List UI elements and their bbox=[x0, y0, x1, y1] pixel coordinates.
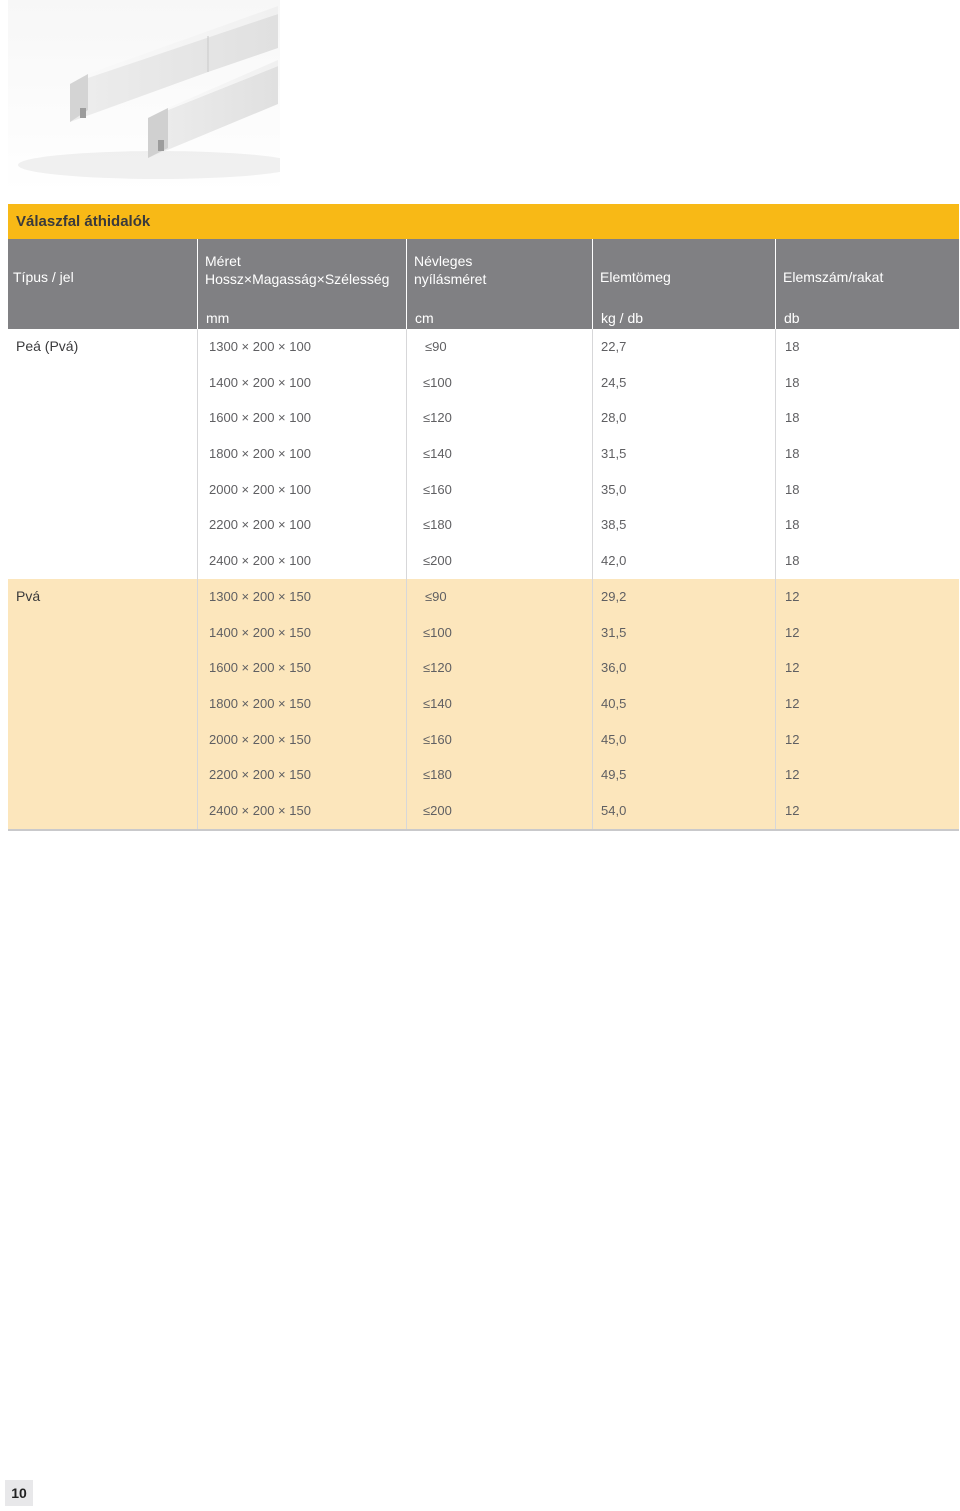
table-row bbox=[8, 757, 959, 793]
cell-size: 2000 × 200 × 150 bbox=[197, 722, 406, 758]
cell-opening: ≤140 bbox=[406, 436, 592, 472]
cell-count: 18 bbox=[775, 365, 959, 401]
cell-weight: 29,2 bbox=[592, 579, 775, 615]
cell-count: 12 bbox=[775, 757, 959, 793]
cell-count: 12 bbox=[775, 650, 959, 686]
header-opening-unit: cm bbox=[415, 310, 434, 326]
lintel-product-image bbox=[8, 0, 280, 194]
cell-weight: 36,0 bbox=[592, 650, 775, 686]
cell-count: 18 bbox=[775, 543, 959, 579]
cell-count: 12 bbox=[775, 615, 959, 651]
table-row bbox=[8, 579, 959, 615]
table-row bbox=[8, 615, 959, 651]
cell-type bbox=[8, 757, 197, 793]
cell-size: 1600 × 200 × 100 bbox=[197, 400, 406, 436]
cell-weight: 40,5 bbox=[592, 686, 775, 722]
cell-opening: ≤120 bbox=[406, 650, 592, 686]
table-row bbox=[8, 472, 959, 508]
cell-count: 12 bbox=[775, 579, 959, 615]
cell-size: 2200 × 200 × 150 bbox=[197, 757, 406, 793]
cell-opening: ≤100 bbox=[406, 615, 592, 651]
cell-weight: 28,0 bbox=[592, 400, 775, 436]
header-size bbox=[197, 239, 406, 329]
cell-type bbox=[8, 615, 197, 651]
header-size-label: Méret Hossz×Magasság×Szélesség bbox=[205, 253, 390, 287]
table-row bbox=[8, 686, 959, 722]
cell-weight: 35,0 bbox=[592, 472, 775, 508]
cell-weight: 22,7 bbox=[592, 329, 775, 365]
header-count-unit: db bbox=[784, 310, 800, 326]
table-row bbox=[8, 365, 959, 401]
cell-size: 1300 × 200 × 100 bbox=[197, 329, 406, 365]
cell-opening: ≤180 bbox=[406, 507, 592, 543]
table-row bbox=[8, 543, 959, 579]
cell-weight: 31,5 bbox=[592, 436, 775, 472]
header-opening-label: Névleges nyílásméret bbox=[414, 253, 487, 287]
cell-type: Peá (Pvá) bbox=[16, 338, 79, 354]
cell-size: 2400 × 200 × 150 bbox=[197, 793, 406, 829]
table-row bbox=[8, 722, 959, 758]
table-row bbox=[8, 793, 959, 831]
table-header bbox=[8, 239, 959, 329]
cell-weight: 24,5 bbox=[592, 365, 775, 401]
cell-size: 2000 × 200 × 100 bbox=[197, 472, 406, 508]
table-row bbox=[8, 436, 959, 472]
cell-count: 12 bbox=[775, 793, 959, 829]
cell-type: Pvá bbox=[16, 587, 41, 604]
cell-type bbox=[8, 507, 197, 543]
cell-opening: ≤180 bbox=[406, 757, 592, 793]
cell-type bbox=[8, 793, 197, 829]
table-row bbox=[8, 400, 959, 436]
cell-size: 1300 × 200 × 150 bbox=[197, 579, 406, 615]
cell-type bbox=[8, 686, 197, 722]
header-weight bbox=[592, 239, 775, 329]
cell-weight: 45,0 bbox=[592, 722, 775, 758]
header-size-unit: mm bbox=[206, 310, 230, 326]
cell-opening: ≤100 bbox=[406, 365, 592, 401]
cell-type bbox=[8, 365, 197, 401]
cell-type bbox=[8, 472, 197, 508]
cell-size: 1400 × 200 × 150 bbox=[197, 615, 406, 651]
cell-size: 2400 × 200 × 100 bbox=[197, 543, 406, 579]
cell-weight: 38,5 bbox=[592, 507, 775, 543]
cell-weight: 31,5 bbox=[592, 615, 775, 651]
cell-opening: ≤160 bbox=[406, 722, 592, 758]
cell-size: 1800 × 200 × 100 bbox=[197, 436, 406, 472]
cell-count: 18 bbox=[775, 507, 959, 543]
cell-size: 1400 × 200 × 100 bbox=[197, 365, 406, 401]
header-count-label: Elemszám/rakat bbox=[783, 269, 884, 285]
header-weight-unit: kg / db bbox=[601, 310, 644, 326]
cell-count: 12 bbox=[775, 686, 959, 722]
cell-type bbox=[8, 400, 197, 436]
cell-opening: ≤120 bbox=[406, 400, 592, 436]
table-row bbox=[8, 329, 959, 365]
cell-type bbox=[8, 650, 197, 686]
cell-opening: ≤160 bbox=[406, 472, 592, 508]
cell-size: 2200 × 200 × 100 bbox=[197, 507, 406, 543]
header-weight-label: Elemtömeg bbox=[600, 269, 671, 285]
page-number: 10 bbox=[5, 1480, 33, 1506]
lintel-table bbox=[8, 204, 959, 831]
cell-opening: ≤200 bbox=[406, 793, 592, 829]
cell-type bbox=[8, 722, 197, 758]
cell-size: 1600 × 200 × 150 bbox=[197, 650, 406, 686]
header-count bbox=[775, 239, 959, 329]
cell-count: 12 bbox=[775, 722, 959, 758]
cell-opening: ≤140 bbox=[406, 686, 592, 722]
header-type bbox=[8, 239, 197, 329]
cell-size: 1800 × 200 × 150 bbox=[197, 686, 406, 722]
cell-weight: 49,5 bbox=[592, 757, 775, 793]
cell-count: 18 bbox=[775, 400, 959, 436]
cell-type bbox=[8, 436, 197, 472]
cell-type bbox=[8, 543, 197, 579]
header-opening bbox=[406, 239, 592, 329]
cell-count: 18 bbox=[775, 472, 959, 508]
table-title: Válaszfal áthidalók bbox=[8, 204, 959, 239]
cell-opening: ≤90 bbox=[406, 579, 592, 615]
table-row bbox=[8, 507, 959, 543]
cell-weight: 54,0 bbox=[592, 793, 775, 829]
cell-count: 18 bbox=[775, 329, 959, 365]
cell-opening: ≤200 bbox=[406, 543, 592, 579]
cell-weight: 42,0 bbox=[592, 543, 775, 579]
table-row bbox=[8, 650, 959, 686]
cell-count: 18 bbox=[775, 436, 959, 472]
header-type-label: Típus / jel bbox=[13, 269, 74, 285]
cell-opening: ≤90 bbox=[406, 329, 592, 365]
